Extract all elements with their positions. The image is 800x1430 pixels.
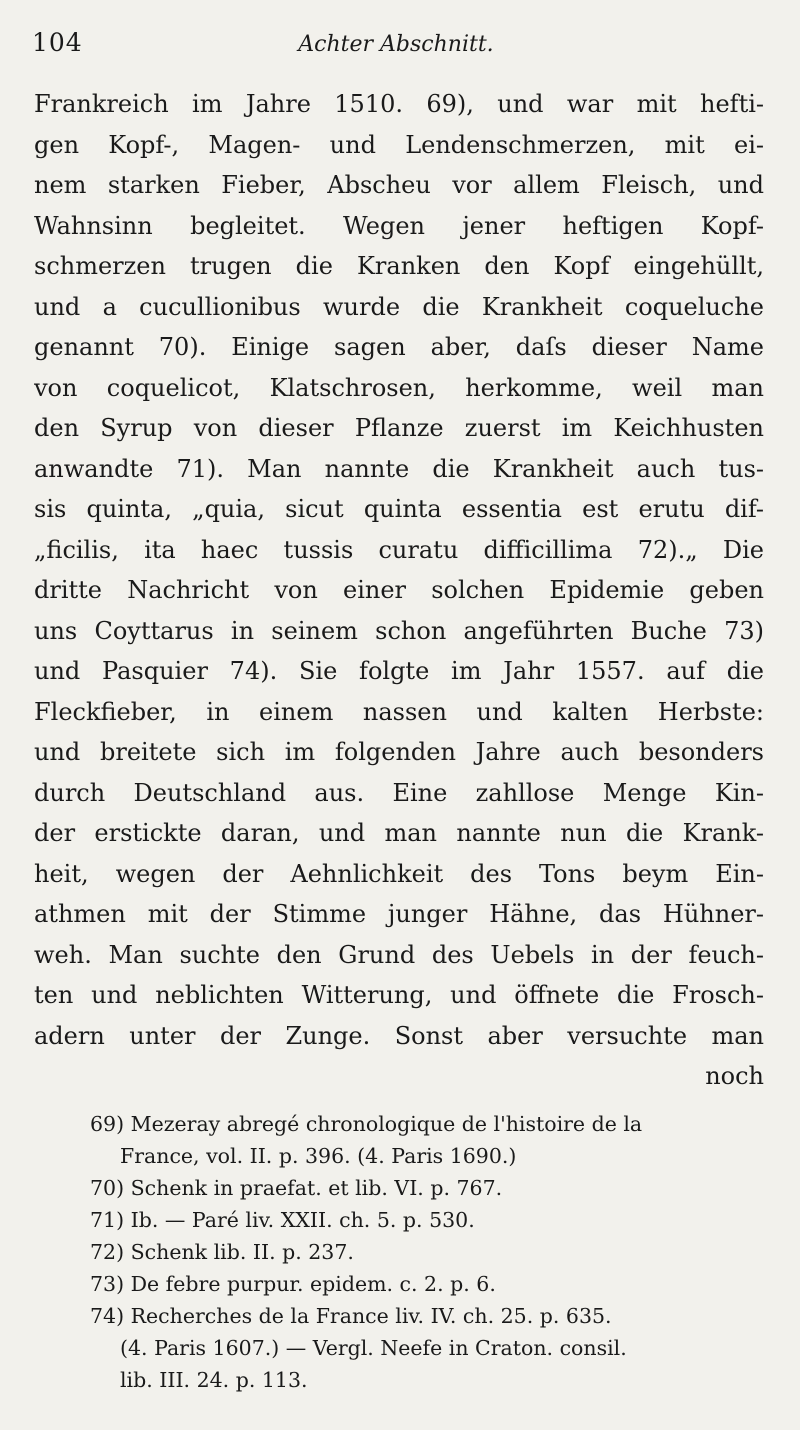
footnote-continuation: lib. III. 24. p. 113. [120, 1368, 308, 1392]
text-line: Frankreich im Jahre 1510. 69), und war mit hefti- [34, 90, 764, 118]
text-line: schmerzen trugen die Kranken den Kopf eingehüllt, [34, 252, 764, 280]
page-header [32, 22, 760, 62]
text-line: adern unter der Zunge. Sonst aber versuchte man [34, 1021, 764, 1050]
text-line: Wahnsinn begleitet. Wegen jener heftigen Kopf- [34, 211, 764, 240]
text-line: von coquelicot, Klatschrosen, herkomme, weil man [34, 373, 764, 402]
text-line: anwandte 71). Man nannte die Krankheit auch tus- [34, 454, 764, 483]
text-line: „ficilis, ita haec tussis curatu difficillima 72).„ Die [34, 535, 764, 564]
text-line: weh. Man suchte den Grund des Uebels in der feuch- [34, 940, 764, 969]
body-text [34, 84, 764, 1097]
text-line: durch Deutschland aus. Eine zahllose Menge Kin- [34, 778, 764, 807]
footnote: 70) Schenk in praefat. et lib. VI. p. 767. [90, 1176, 503, 1200]
text-line: athmen mit der Stimme junger Hähne, das Hühner- [34, 900, 764, 928]
footnote: 73) De febre purpur. epidem. c. 2. p. 6. [90, 1272, 496, 1296]
footnote: 72) Schenk lib. II. p. 237. [90, 1240, 354, 1264]
running-head: Achter Abschnitt. [298, 32, 494, 57]
text-line: und Pasquier 74). Sie folgte im Jahr 1557. auf die [34, 657, 764, 685]
text-line: uns Coyttarus in seinem schon angeführten Buche 73) [34, 616, 764, 645]
text-line: nem starken Fieber, Abscheu vor allem Fleisch, und [34, 171, 764, 199]
text-line: Fleckfieber, in einem nassen und kalten Herbste: [34, 697, 764, 726]
text-line: der erstickte daran, und man nannte nun die Krank- [34, 819, 764, 847]
text-line: dritte Nachricht von einer solchen Epidemie geben [34, 576, 764, 604]
footnote: 71) Ib. — Paré liv. XXII. ch. 5. p. 530. [90, 1208, 475, 1232]
footnote-continuation: France, vol. II. p. 396. (4. Paris 1690.) [120, 1144, 517, 1168]
catchword: noch [705, 1062, 764, 1090]
text-line: ten und neblichten Witterung, und öffnete die Frosch- [34, 981, 764, 1009]
footnote-continuation: (4. Paris 1607.) — Vergl. Neefe in Craton. consil. [120, 1336, 627, 1360]
text-line: und breitete sich im folgenden Jahre auch besonders [34, 738, 764, 766]
page-number: 104 [32, 28, 83, 57]
text-line: und a cucullionibus wurde die Krankheit coqueluche [34, 292, 764, 321]
footnotes [90, 1108, 766, 1396]
text-line: heit, wegen der Aehnlichkeit des Tons beym Ein- [34, 859, 764, 888]
footnote: 69) Mezeray abregé chronologique de l'histoire de la [90, 1112, 643, 1136]
text-line: sis quinta, „quia, sicut quinta essentia est erutu dif- [34, 495, 764, 523]
text-line: gen Kopf-, Magen- und Lendenschmerzen, mit ei- [34, 130, 764, 159]
text-line: genannt 70). Einige sagen aber, daſs dieser Name [34, 333, 764, 361]
footnote: 74) Recherches de la France liv. IV. ch. 25. p. 635. [90, 1304, 612, 1328]
text-line: den Syrup von dieser Pflanze zuerst im Keichhusten [34, 414, 764, 442]
